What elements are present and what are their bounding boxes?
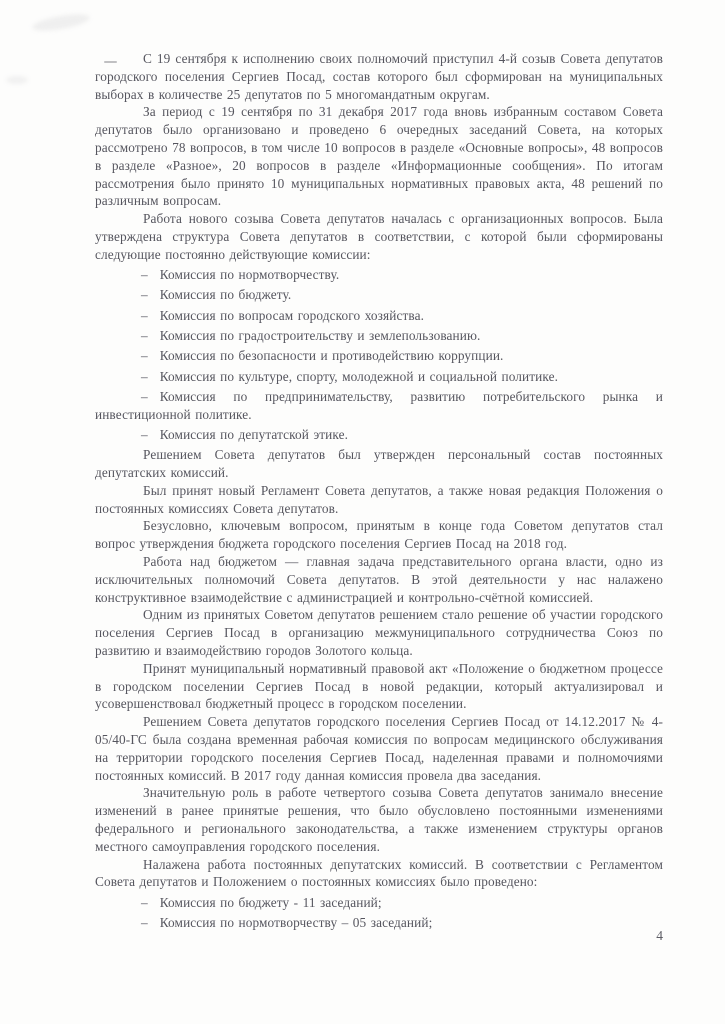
paragraph: За период с 19 сентября по 31 декабря 2017 года вновь избранным составом Совета депутатов было организовано и проведено 6 очередных заседаний Совета, на которых рассмотрено 78 вопросов, в том числе 10 вопросов в разделе «Основные вопросы», 48 вопросов в разделе «Разное», 20 вопросов в разделе «Информационные сообщения». По итогам рассмотрения было принято 10 муниципальных нормативных правовых акта, 48 решений по различным вопросам. bbox=[95, 104, 663, 209]
dash-marker: – bbox=[141, 894, 148, 910]
paragraph: С 19 сентября к исполнению своих полномочий приступил 4-й созыв Совета депутатов городского поселения Сергиев Посад, состав которого был сформирован на муниципальных выборах в количестве 25 депутатов по 5 многомандатным округам. bbox=[95, 51, 663, 102]
scan-smudge bbox=[6, 76, 28, 84]
list-item bbox=[95, 327, 663, 345]
scan-smudge bbox=[31, 11, 90, 34]
paragraph: Решением Совета депутатов был утвержден персональный состав постоянных депутатских комиссий. bbox=[95, 447, 663, 481]
paragraph: Одним из принятых Советом депутатов решением стало решение об участии городского поселения Сергиев Посад в организацию межмуниципального сотрудничества Союз по развитию и взаимодействию городов Золотого кольца. bbox=[95, 607, 663, 658]
dash-marker: – bbox=[141, 368, 148, 384]
paragraph: Работа нового созыва Совета депутатов началась с организационных вопросов. Была утверждена структура Совета депутатов в соответствии, с которой были сформированы следующие постоянно действующие комиссии: bbox=[95, 211, 663, 262]
dash-marker: – bbox=[141, 914, 148, 930]
list-item-text: Комиссия по градостроительству и землепользованию. bbox=[159, 327, 481, 343]
paragraph: Принят муниципальный нормативный правовой акт «Положение о бюджетном процессе в городском поселении Сергиев Посад в новой редакции, который актуализировал и усовершенствовал бюджетный процесс в городском поселении. bbox=[95, 660, 663, 712]
list-item bbox=[95, 347, 663, 365]
list-item bbox=[95, 266, 663, 284]
paragraph: Решением Совета депутатов городского поселения Сергиев Посад от 14.12.2017 № 4-05/40-ГС была создана временная рабочая комиссия по вопросам медицинского обслуживания на территории городского поселения Сергиев Посад, наделенная правами и полномочиями постоянных комиссий. В 2017 году данная комиссия провела два заседания. bbox=[95, 714, 663, 783]
dash-marker: – bbox=[141, 307, 148, 323]
list-item bbox=[95, 426, 663, 444]
list-item bbox=[95, 388, 663, 424]
dash-marker: – bbox=[141, 327, 148, 343]
list-item bbox=[95, 914, 663, 932]
document-body bbox=[95, 50, 663, 934]
dash-marker: – bbox=[141, 287, 148, 303]
list-item-text: Комиссия по бюджету - 11 заседаний; bbox=[159, 894, 382, 910]
list-item bbox=[95, 307, 663, 325]
list-item-text: Комиссия по безопасности и противодействию коррупции. bbox=[159, 348, 504, 364]
list-item-text: Комиссия по нормотворчеству – 05 заседаний; bbox=[159, 914, 433, 930]
dash-marker: – bbox=[141, 388, 148, 404]
list-item-text: Комиссия по бюджету. bbox=[159, 287, 292, 303]
list-item-text: Комиссия по депутатской этике. bbox=[159, 426, 349, 442]
list-item bbox=[95, 286, 663, 304]
list-item bbox=[95, 894, 663, 912]
list-item-text: Комиссия по вопросам городского хозяйства. bbox=[159, 307, 425, 323]
dash-marker: – bbox=[141, 426, 148, 442]
dash-marker: – bbox=[141, 267, 148, 283]
list-item-text: Комиссия по предпринимательству, развитию потребительского рынка и инвестиционной политике. bbox=[95, 388, 663, 422]
paragraph: Безусловно, ключевым вопросом, принятым в конце года Советом депутатов стал вопрос утверждения бюджета городского поселения Сергиев Посад на 2018 год. bbox=[95, 518, 663, 552]
list-item-text: Комиссия по нормотворчеству. bbox=[159, 267, 340, 283]
dash-marker: – bbox=[141, 348, 148, 364]
list-item bbox=[95, 368, 663, 386]
paragraph: Значительную роль в работе четвертого созыва Совета депутатов занимало внесение изменений в ранее принятые решения, что было обусловлено постоянными изменениями федерального и регионального законодательства, а также изменением структуры органов местного самоуправления городского поселения. bbox=[95, 785, 663, 854]
page-number: 4 bbox=[656, 928, 663, 943]
paragraph: Налажена работа постоянных депутатских комиссий. В соответствии с Регламентом Совета депутатов и Положением о постоянных комиссиях было проведено: bbox=[95, 856, 663, 890]
list-item-text: Комиссия по культуре, спорту, молодежной и социальной политике. bbox=[159, 368, 558, 384]
paragraph: Работа над бюджетом — главная задача представительного органа власти, одно из исключительных полномочий Совета депутатов. В этой деятельности у нас налажено конструктивное взаимодействие с администрацией и контрольно-счётной комиссией. bbox=[95, 554, 663, 605]
paragraph: Был принят новый Регламент Совета депутатов, а также новая редакция Положения о постоянных комиссиях Совета депутатов. bbox=[95, 482, 663, 516]
